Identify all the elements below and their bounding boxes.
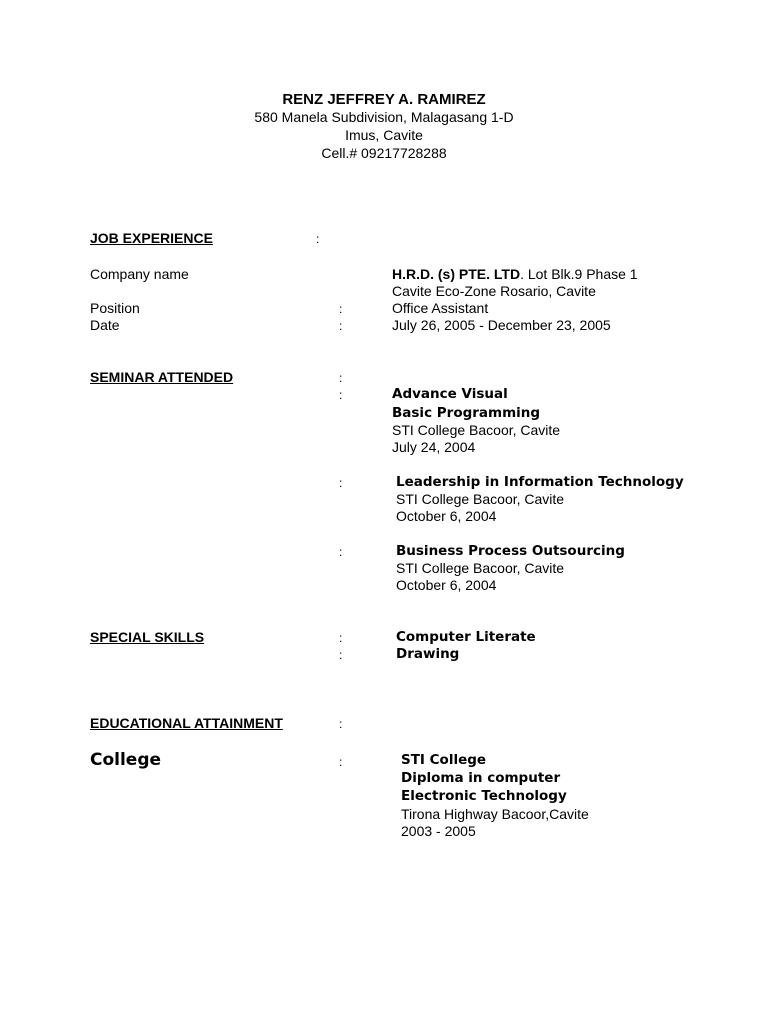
education-heading: EDUCATIONAL ATTAINMENT <box>90 715 283 731</box>
address-line-2: Imus, Cavite <box>345 127 423 143</box>
seminar-1-title-line-1: Advance Visual <box>392 386 508 402</box>
company-name-label: Company name <box>90 266 189 282</box>
seminar-1-colon: : <box>339 388 343 402</box>
education-level: College <box>90 750 162 770</box>
job-experience-colon: : <box>316 232 320 246</box>
education-level-colon: : <box>339 755 343 769</box>
position-colon: : <box>339 302 343 316</box>
company-name-value <box>392 266 638 283</box>
diploma-line-1: Diploma in computer <box>401 770 561 786</box>
seminar-2-colon: : <box>339 476 343 490</box>
skill-2: Drawing <box>396 646 460 662</box>
special-skills-heading: SPECIAL SKILLS <box>90 629 205 645</box>
school-years: 2003 - 2005 <box>401 823 476 839</box>
education-heading-colon: : <box>339 717 343 731</box>
seminar-3-title: Business Process Outsourcing <box>396 543 625 559</box>
company-address-tail: . Lot Blk.9 Phase 1 <box>520 266 638 282</box>
seminar-2-date: October 6, 2004 <box>396 508 497 524</box>
date-value: July 26, 2005 - December 23, 2005 <box>392 317 611 333</box>
address-line-1: 580 Manela Subdivision, Malagasang 1-D <box>254 109 514 125</box>
seminar-heading-colon: : <box>339 371 343 385</box>
seminar-3-date: October 6, 2004 <box>396 577 497 593</box>
position-label: Position <box>90 300 140 316</box>
cell-number: Cell.# 09217728288 <box>321 145 447 161</box>
diploma-line-2: Electronic Technology <box>401 788 567 804</box>
school-name: STI College <box>401 752 487 768</box>
company-address-line-2: Cavite Eco-Zone Rosario, Cavite <box>392 283 596 299</box>
seminar-3-place: STI College Bacoor, Cavite <box>396 560 565 576</box>
seminar-2-place: STI College Bacoor, Cavite <box>396 491 565 507</box>
job-experience-heading: JOB EXPERIENCE <box>90 230 213 246</box>
seminar-1-date: July 24, 2004 <box>392 439 476 455</box>
company-name: H.R.D. (s) PTE. LTD <box>392 266 521 282</box>
applicant-name: RENZ JEFFREY A. RAMIREZ <box>282 91 486 108</box>
skill-2-colon: : <box>339 648 343 662</box>
date-colon: : <box>339 319 343 333</box>
skill-1-colon: : <box>339 631 343 645</box>
position-value: Office Assistant <box>392 300 489 316</box>
seminar-1-title-line-2: Basic Programming <box>392 405 541 421</box>
seminar-3-colon: : <box>339 545 343 559</box>
seminar-1-place: STI College Bacoor, Cavite <box>392 422 561 438</box>
seminar-heading: SEMINAR ATTENDED <box>90 369 234 385</box>
seminar-2-title: Leadership in Information Technology <box>396 474 684 490</box>
skill-1: Computer Literate <box>396 629 536 645</box>
date-label: Date <box>90 317 120 333</box>
school-address: Tirona Highway Bacoor,Cavite <box>401 806 589 822</box>
